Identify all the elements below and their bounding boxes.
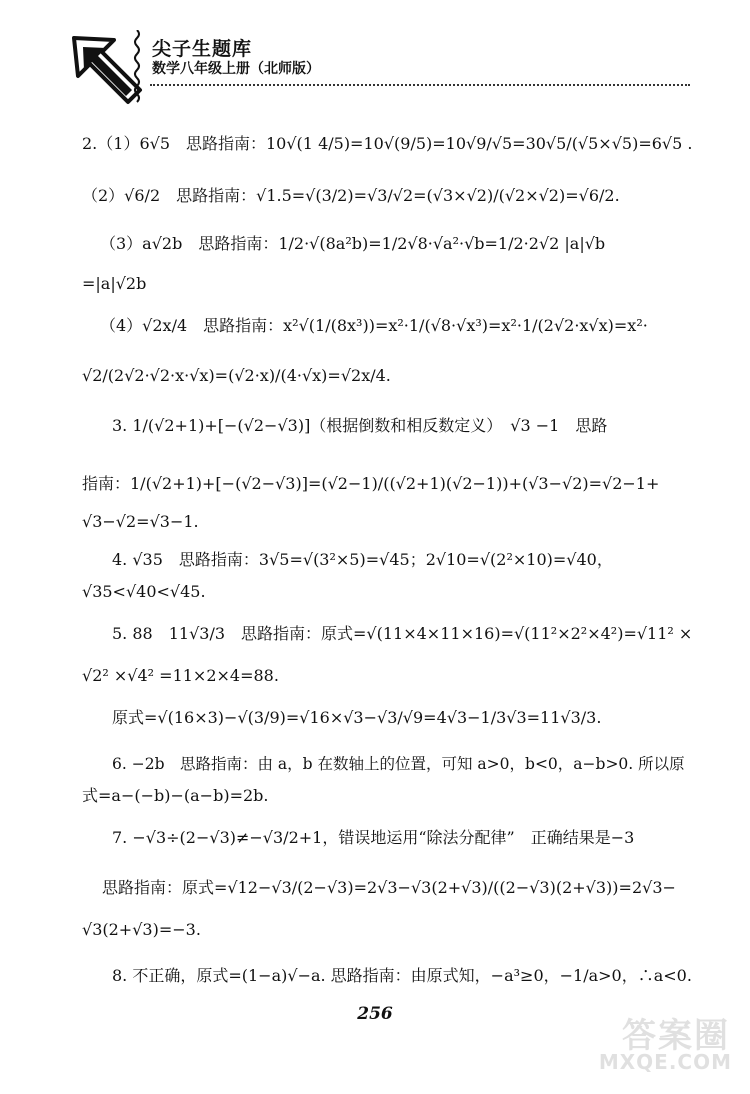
page-header [0,0,750,100]
watermark-text: 答案圈 [622,1016,730,1056]
answer-line: 8. 不正确，原式=(1−a)√−a. 思路指南：由原式知，−a³≥0，−1/a>0，∴a<0. [112,966,692,985]
answer-line: 3. 1/(√2+1)+[−(√2−√3)]（根据倒数和相反数定义） √3 −1 思路 [112,416,608,435]
book-subtitle: 数学八年级上册（北师版） [152,61,320,77]
answer-line: （3）a√2b 思路指南：1/2·√(8a²b)=1/2√8·√a²·√b=1/2·2√2 |a|√b [100,234,606,253]
answer-line: 指南：1/(√2+1)+[−(√2−√3)]=(√2−1)/((√2+1)(√2−1))+(√3−√2)=√2−1+ [82,474,660,493]
answer-line: 式=a−(−b)−(a−b)=2b. [82,786,269,805]
answer-line: 原式=√(16×3)−√(3/9)=√16×√3−√3/√9=4√3−1/3√3=11√3/3. [112,708,602,727]
answer-line: （4）√2x/4 思路指南：x²√(1/(8x³))=x²·1/(√8·√x³)=x²·1/(2√2·x√x)=x²· [100,316,648,335]
answer-line: （2）√6/2 思路指南：√1.5=√(3/2)=√3/√2=(√3×√2)/(√2×√2)=√6/2. [82,186,620,205]
answer-line: 4. √35 思路指南：3√5=√(3²×5)=√45；2√10=√(2²×10)=√40， [112,550,613,569]
answer-line: √2/(2√2·√2·x·√x)=(√2·x)/(4·√x)=√2x/4. [82,366,391,385]
answer-line: 7. −√3÷(2−√3)≠−√3/2+1，错误地运用“除法分配律” 正确结果是−3 [112,828,635,847]
wavy-divider-icon [132,30,142,106]
answer-line: 思路指南：原式=√12−√3/(2−√3)=2√3−√3(2+√3)/((2−√3)(2+√3))=2√3− [102,878,676,897]
watermark-logo [591,1008,736,1080]
book-brand-title: 尖子生题库 [152,38,253,60]
answer-line: √3−√2=√3−1. [82,512,199,531]
watermark-url: MXQE.COM [598,1050,732,1074]
answer-line: 5. 88 11√3/3 思路指南：原式=√(11×4×11×16)=√(11²×2²×4²)=√11² × [112,624,693,643]
answer-line: 2.（1）6√5 思路指南：10√(1 4/5)=10√(9/5)=10√9/√5=30√5/(√5×√5)=6√5 . [82,134,693,153]
answer-line: √2² ×√4² =11×2×4=88. [82,666,279,685]
answer-line: =|a|√2b [82,274,147,293]
answer-line: √35<√40<√45. [82,582,206,601]
header-dotted-rule [150,84,690,86]
page-number: 256 [357,1004,393,1024]
answer-line: 6. −2b 思路指南：由 a，b 在数轴上的位置，可知 a>0，b<0，a−b>0. 所以原 [112,755,685,773]
answer-line: √3(2+√3)=−3. [82,920,201,939]
